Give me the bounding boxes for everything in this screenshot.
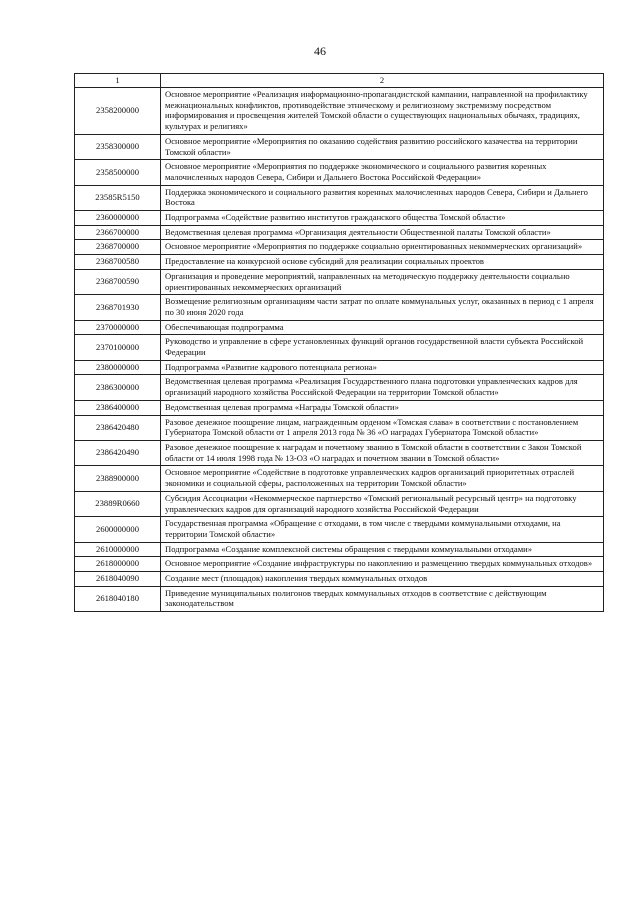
table-row (75, 415, 604, 440)
table-row (75, 557, 604, 572)
table-row (75, 517, 604, 542)
table-row (75, 542, 604, 557)
table-row (75, 360, 604, 375)
row-code-cell: 2386420480 (75, 415, 161, 440)
row-code-cell: 2386420490 (75, 440, 161, 465)
row-description-cell: Создание мест (площадок) накопления твердых коммунальных отходов (161, 572, 604, 587)
table-row (75, 160, 604, 185)
row-description-cell: Ведомственная целевая программа «Реализация Государственного плана подготовки управленческих кадров для организаций народного хозяйства Российской Федерации на территории Томской области» (161, 375, 604, 400)
row-description-cell: Подпрограмма «Содействие развитию институтов гражданского общества Томской области» (161, 211, 604, 226)
table-row (75, 491, 604, 516)
table-row (75, 134, 604, 159)
row-description-cell: Обеспечивающая подпрограмма (161, 320, 604, 335)
table-row (75, 572, 604, 587)
row-code-cell: 23889R0660 (75, 491, 161, 516)
table-row (75, 375, 604, 400)
row-code-cell: 2618040180 (75, 586, 161, 611)
row-code-cell: 2380000000 (75, 360, 161, 375)
row-code-cell: 23585R5150 (75, 185, 161, 210)
row-description-cell: Основное мероприятие «Мероприятия по поддержке социально ориентированных некоммерческих организаций» (161, 240, 604, 255)
row-description-cell: Основное мероприятие «Содействие в подготовке управленческих кадров организаций приоритетных отраслей экономики и социальной сферы, расположенных на территории Томской области» (161, 466, 604, 491)
table-row (75, 400, 604, 415)
row-description-cell: Приведение муниципальных полигонов твердых коммунальных отходов в соответствие с действующим законодательством (161, 586, 604, 611)
row-code-cell: 2358500000 (75, 160, 161, 185)
row-code-cell: 2600000000 (75, 517, 161, 542)
row-code-cell: 2388900000 (75, 466, 161, 491)
row-description-cell: Основное мероприятие «Реализация информационно-пропагандистской кампании, направленной на профилактику межнациональных конфликтов, противодействие этническому и религиозному экстремизму посредством информирования и просвещения жителей Томской области о существующих национальных обычаях, традициях, культурах и религиях» (161, 88, 604, 135)
row-code-cell: 2366700000 (75, 225, 161, 240)
table-row (75, 440, 604, 465)
table-row (75, 88, 604, 135)
table-body (75, 88, 604, 612)
table-row (75, 466, 604, 491)
row-code-cell: 2358300000 (75, 134, 161, 159)
row-description-cell: Подпрограмма «Создание комплексной системы обращения с твердыми коммунальными отходами» (161, 542, 604, 557)
row-description-cell: Ведомственная целевая программа «Организация деятельности Общественной палаты Томской области» (161, 225, 604, 240)
table-row (75, 295, 604, 320)
row-description-cell: Предоставление на конкурсной основе субсидий для реализации социальных проектов (161, 255, 604, 270)
table-row (75, 586, 604, 611)
column-header-1: 1 (75, 74, 161, 88)
row-code-cell: 2370100000 (75, 335, 161, 360)
column-header-2: 2 (161, 74, 604, 88)
row-code-cell: 2368700580 (75, 255, 161, 270)
row-description-cell: Основное мероприятие «Мероприятия по оказанию содействия развитию российского казачества на территории Томской области» (161, 134, 604, 159)
row-description-cell: Подпрограмма «Развитие кадрового потенциала региона» (161, 360, 604, 375)
table-row (75, 185, 604, 210)
row-description-cell: Разовое денежное поощрение к наградам и почетному званию в Томской области в соответствии с Закон Томской области от 14 июля 1998 года № 13-ОЗ «О наградах и почетном звании в Томской области» (161, 440, 604, 465)
row-code-cell: 2370000000 (75, 320, 161, 335)
row-code-cell: 2386300000 (75, 375, 161, 400)
table-row (75, 255, 604, 270)
row-description-cell: Ведомственная целевая программа «Награды Томской области» (161, 400, 604, 415)
row-code-cell: 2368701930 (75, 295, 161, 320)
row-description-cell: Субсидия Ассоциации «Некоммерческое партнерство «Томский региональный ресурсный центр» на подготовку управленческих кадров для организаций народного хозяйства Российской Федерации (161, 491, 604, 516)
budget-classification-table (74, 73, 604, 612)
row-description-cell: Основное мероприятие «Мероприятия по поддержке экономического и социального развития коренных малочисленных народов Севера, Сибири и Дальнего Востока Российской Федерации» (161, 160, 604, 185)
row-code-cell: 2610000000 (75, 542, 161, 557)
table-row (75, 225, 604, 240)
row-description-cell: Основное мероприятие «Создание инфраструктуры по накоплению и размещению твердых коммунальных отходов» (161, 557, 604, 572)
table-row (75, 320, 604, 335)
row-description-cell: Возмещение религиозным организациям части затрат по оплате коммунальных услуг, оказанных в период с 1 апреля по 30 июня 2020 года (161, 295, 604, 320)
row-description-cell: Поддержка экономического и социального развития коренных малочисленных народов Севера, Сибири и Дальнего Востока (161, 185, 604, 210)
row-code-cell: 2618000000 (75, 557, 161, 572)
row-code-cell: 2358200000 (75, 88, 161, 135)
row-code-cell: 2368700590 (75, 269, 161, 294)
row-code-cell: 2368700000 (75, 240, 161, 255)
table-header-row (75, 74, 604, 88)
row-code-cell: 2618040090 (75, 572, 161, 587)
row-description-cell: Разовое денежное поощрение лицам, награжденным орденом «Томская слава» в соответствии с постановлением Губернатора Томской области от 1 апреля 2013 года № 36 «О наградах Губернатора Томской области» (161, 415, 604, 440)
row-description-cell: Государственная программа «Обращение с отходами, в том числе с твердыми коммунальными отходами, на территории Томской области» (161, 517, 604, 542)
row-code-cell: 2360000000 (75, 211, 161, 226)
row-description-cell: Руководство и управление в сфере установленных функций органов государственной власти субъекта Российской Федерации (161, 335, 604, 360)
table-row (75, 211, 604, 226)
row-description-cell: Организация и проведение мероприятий, направленных на методическую поддержку деятельности социально ориентированных некоммерческих организаций (161, 269, 604, 294)
row-code-cell: 2386400000 (75, 400, 161, 415)
page-number: 46 (314, 44, 326, 58)
table-row (75, 269, 604, 294)
table-row (75, 240, 604, 255)
table-row (75, 335, 604, 360)
